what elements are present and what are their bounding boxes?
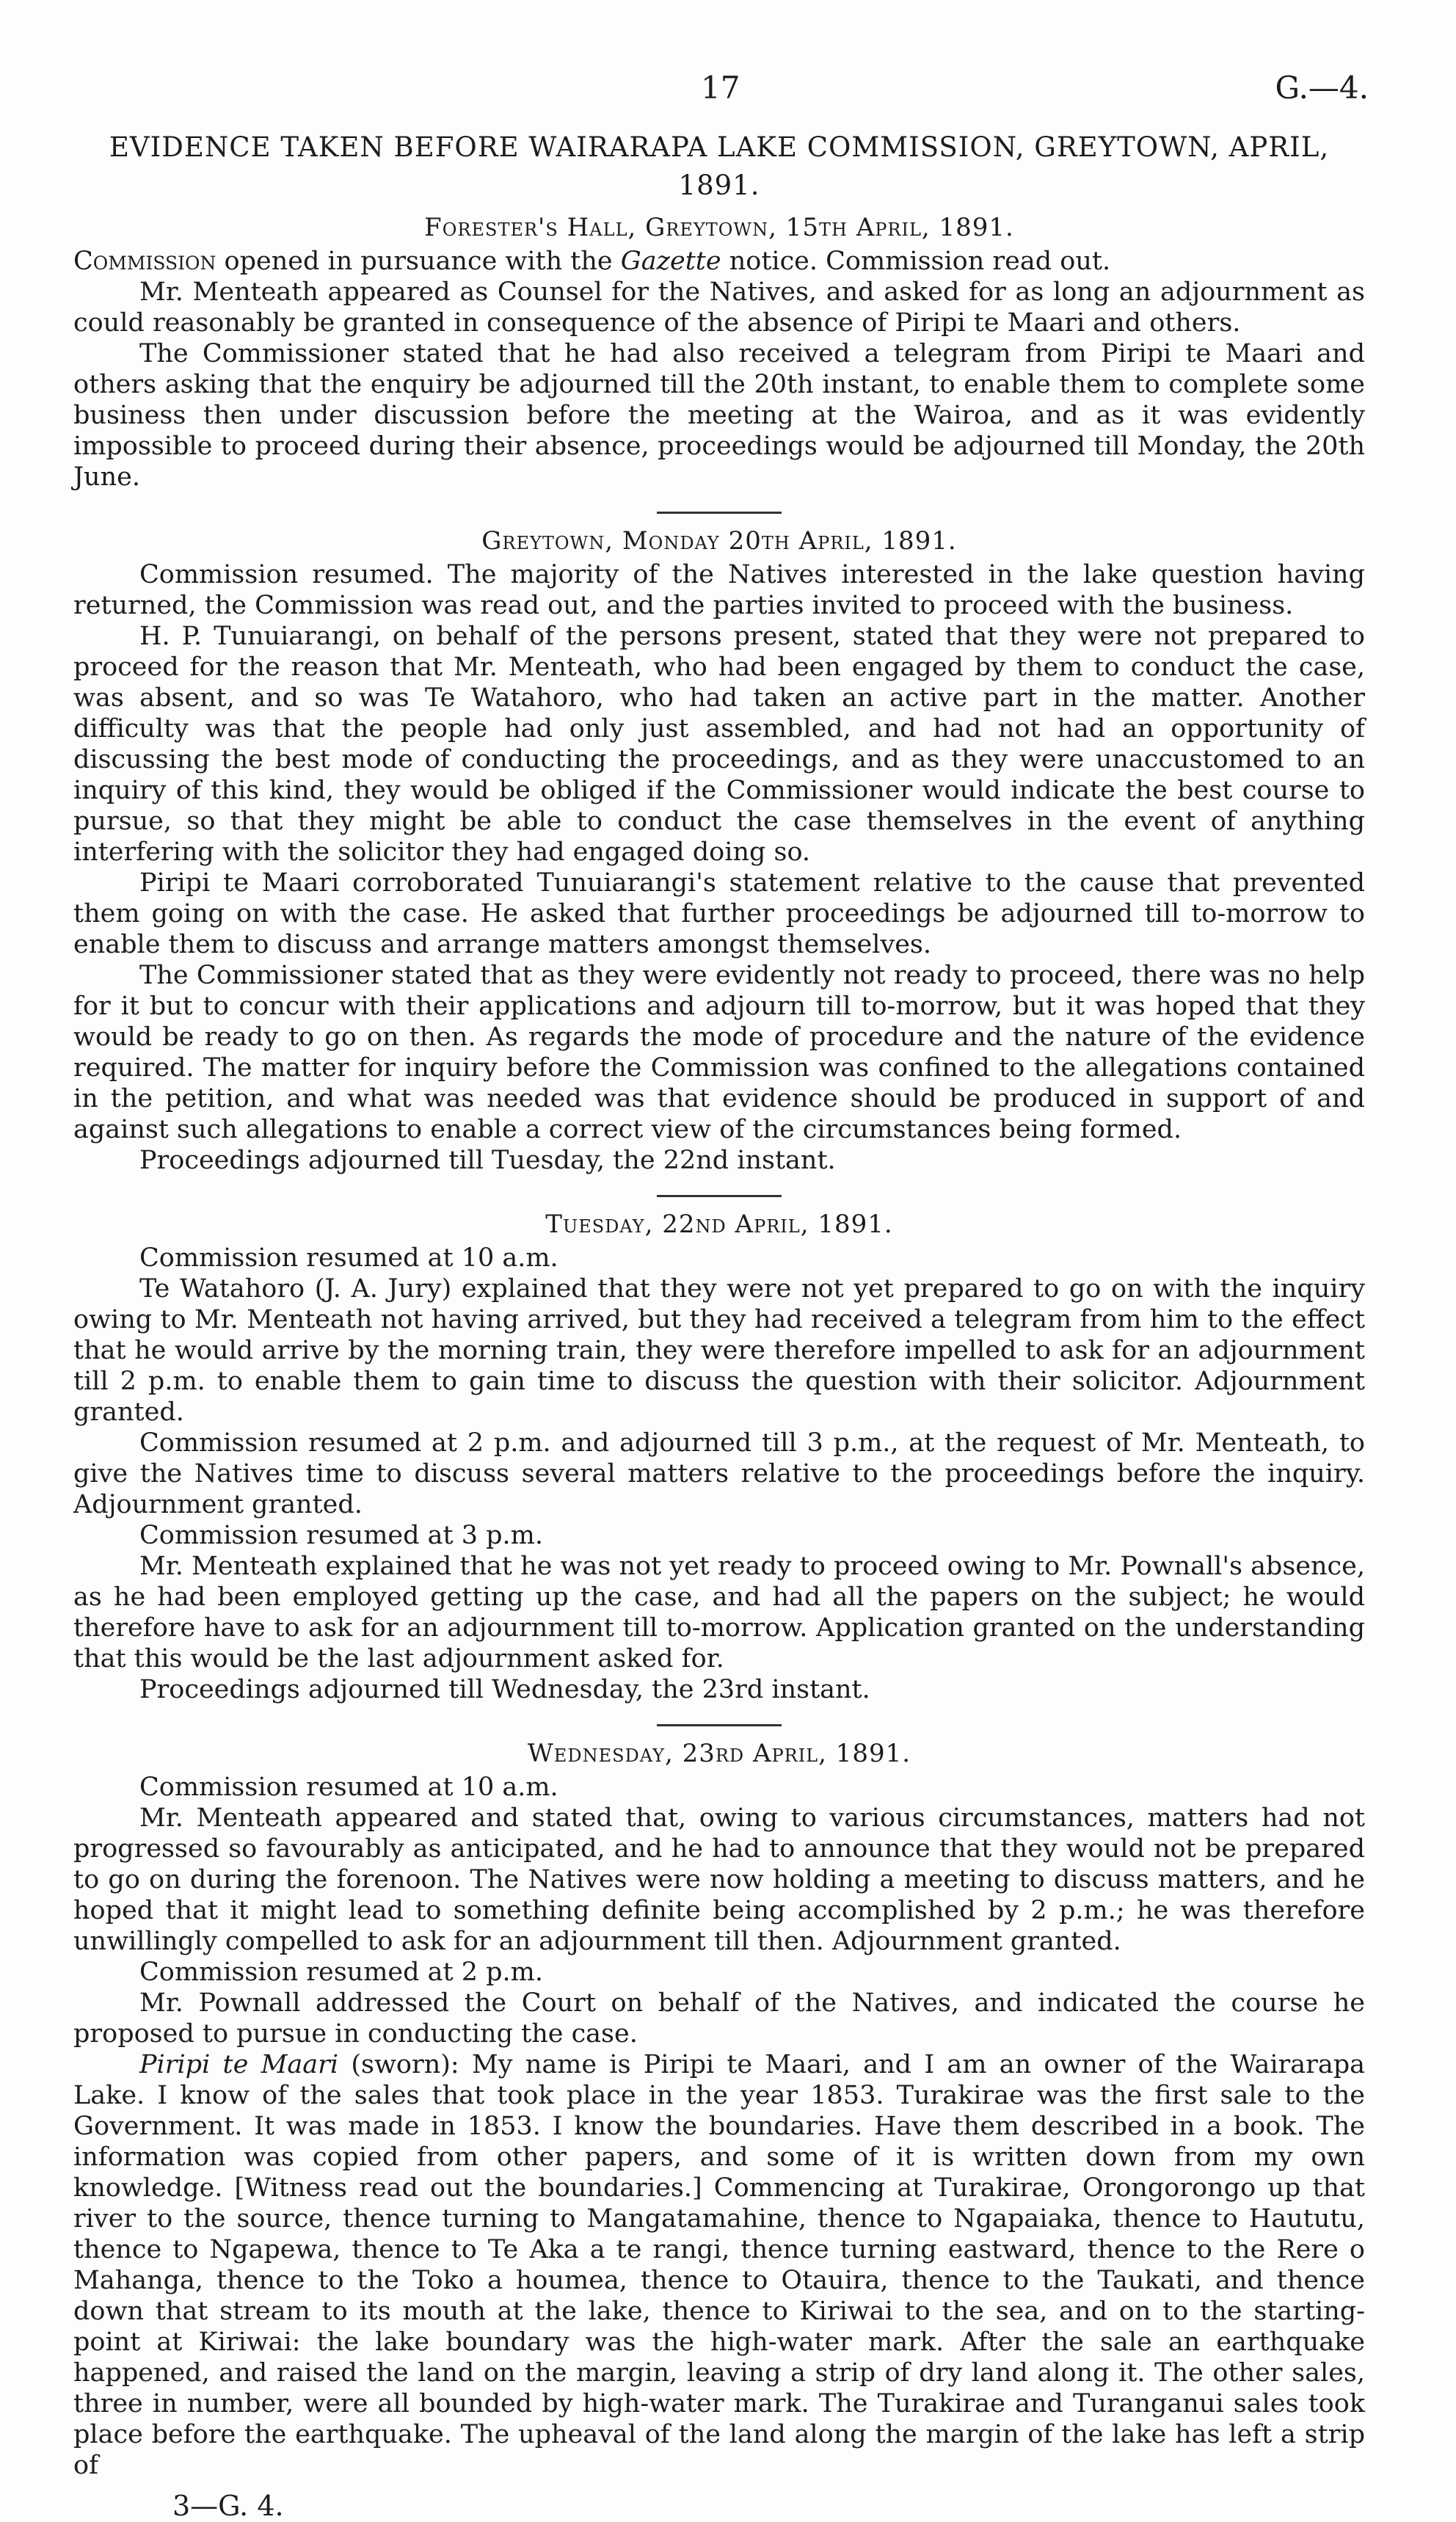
section-divider <box>657 1195 782 1197</box>
paragraph: H. P. Tunuiarangi, on behalf of the persons present, stated that they were not prepared to proceed for the reason that Mr. Menteath, who had been engaged by them to conduct the case, was absent, and so was Te Watahoro, who had taken an active part in the matter. Another difficulty was that the people had only just assembled, and had not had an opportunity of discussing the best mode of conducting the proceedings, and as they were unaccustomed to an inquiry of this kind, they would be obliged if the Commissioner would indicate the best course to pursue, so that they might be able to conduct the case themselves in the event of anything interfering with the solicitor they had engaged doing so. <box>73 622 1365 867</box>
paragraph: Piripi te Maari corroborated Tunuiarangi's statement relative to the cause that prevented them going on with the case. He asked that further proceedings be adjourned till to-morrow to enable them to discuss and arrange matters amongst themselves. <box>73 868 1365 959</box>
page-number: 17 <box>701 70 740 106</box>
sheet-signature: 3—G. 4. <box>172 2490 284 2522</box>
section-divider <box>657 1724 782 1726</box>
paragraph <box>73 246 1365 277</box>
witness-paragraph <box>73 2049 1365 2481</box>
witness-name: Piripi te Maari <box>139 2050 339 2079</box>
section-divider <box>657 512 782 514</box>
section-heading-tuesday: Tuesday, 22nd April, 1891. <box>545 1210 893 1239</box>
paragraph: The Commissioner stated that he had also received a telegram from Piripi te Maari and others asking that the enquiry be adjourned till the 20th instant, to enable them to complete some business then under discussion before the meeting at the Wairoa, and as it was evidently impossible to proceed during their absence, proceedings would be adjourned till Monday, the 20th June. <box>73 339 1365 492</box>
paragraph: The Commissioner stated that as they were evidently not ready to proceed, there was no help for it but to concur with their applications and adjourn till to-morrow, but it was hoped that they would be ready to go on then. As regards the mode of procedure and the nature of the evidence required. The matter for inquiry before the Commission was confined to the allegations contained in the petition, and what was needed was that evidence should be produced in support of and against such allegations to enable a correct view of the circumstances being formed. <box>73 961 1365 1144</box>
section-heading-wednesday: Wednesday, 23rd April, 1891. <box>527 1739 911 1768</box>
paragraph: Mr. Menteath explained that he was not yet ready to proceed owing to Mr. Pownall's absence, as he had been employed getting up the case, and had all the papers on the subject; he would therefore have to ask for an adjournment till to-morrow. Application granted on the understanding that this would be the last adjournment asked for. <box>73 1552 1365 1674</box>
paragraph: Mr. Menteath appeared as Counsel for the Natives, and asked for as long an adjournment as could reasonably be granted in consequence of the absence of Piripi te Maari and others. <box>73 277 1365 338</box>
paragraph: Commission resumed. The majority of the Natives interested in the lake question having returned, the Commission was read out, and the parties invited to proceed with the business. <box>73 560 1365 620</box>
paragraph: Commission resumed at 10 a.m. <box>139 1773 558 1802</box>
section-heading-forester-hall: Forester's Hall, Greytown, 15th April, 1891. <box>424 213 1014 242</box>
italic-term: Gazette <box>620 247 721 276</box>
paragraph: Proceedings adjourned till Wednesday, the 23rd instant. <box>139 1675 870 1704</box>
series-reference: G.—4. <box>1275 70 1369 106</box>
text-run: opened in pursuance with the <box>216 247 621 276</box>
section-heading-monday: Greytown, Monday 20th April, 1891. <box>481 526 957 556</box>
paragraph: Mr. Menteath appeared and stated that, owing to various circumstances, matters had not progressed so favourably as anticipated, and he had to announce that they would not be prepared to go on during the forenoon. The Natives were now holding a meeting to discuss matters, and he hoped that it might lead to something definite being accomplished by 2 p.m.; he was therefore unwillingly compelled to ask for an adjournment till then. Adjournment granted. <box>73 1803 1365 1956</box>
paragraph: Commission resumed at 2 p.m. and adjourned till 3 p.m., at the request of Mr. Menteath, to give the Natives time to discuss several matters relative to the proceedings before the inquiry. Adjournment granted. <box>73 1428 1365 1519</box>
lead-word: Commission <box>73 247 216 276</box>
text-run: notice. Commission read out. <box>721 247 1111 276</box>
paragraph: Proceedings adjourned till Tuesday, the 22nd instant. <box>139 1146 836 1175</box>
paragraph: Commission resumed at 2 p.m. <box>139 1958 543 1987</box>
paragraph: Commission resumed at 3 p.m. <box>139 1521 543 1550</box>
page-header <box>73 70 1369 121</box>
paragraph: Commission resumed at 10 a.m. <box>139 1243 558 1273</box>
paragraph: Te Watahoro (J. A. Jury) explained that they were not yet prepared to go on with the inquiry owing to Mr. Menteath not having arrived, but they had received a telegram from him to the effect that he would arrive by the morning train, they were therefore impelled to ask for an adjournment till 2 p.m. to enable them to gain time to discuss the question with their solicitor. Adjournment granted. <box>73 1274 1365 1427</box>
witness-testimony: (sworn): My name is Piripi te Maari, and I am an owner of the Wairarapa Lake. I know of the sales that took place in the year 1853. Turakirae was the first sale to the Government. It was made in 1853. I know the boundaries. Have them described in a book. The information was copied from other papers, and some of it is written down from my own knowledge. [Witness read out the boundaries.] Commencing at Turakirae, Orongorongo up that river to the source, thence turning to Mangatamahine, thence to Ngapaiaka, thence to Haututu, thence to Ngapewa, thence to Te Aka a te rangi, thence turning eastward, thence to the Rere o Mahanga, thence to the Toko a houmea, thence to Otauira, thence to the Taukati, and thence down that stream to its mouth at the lake, thence to Kiriwai to the sea, and on to the starting-point at Kiriwai: the lake boundary was the high-water mark. After the sale an earthquake happened, and raised the land on the margin, leaving a strip of dry land along it. The other sales, three in number, were all bounded by high-water mark. The Turakirae and Turanganui sales took place before the earthquake. The upheaval of the land along the margin of the lake has left a strip of <box>73 2050 1365 2480</box>
document-page <box>73 70 1369 2522</box>
paragraph: Mr. Pownall addressed the Court on behalf of the Natives, and indicated the course he proposed to pursue in conducting the case. <box>73 1988 1365 2049</box>
document-title: EVIDENCE TAKEN BEFORE WAIRARAPA LAKE COMMISSION, GREYTOWN, APRIL, 1891. <box>109 131 1330 201</box>
